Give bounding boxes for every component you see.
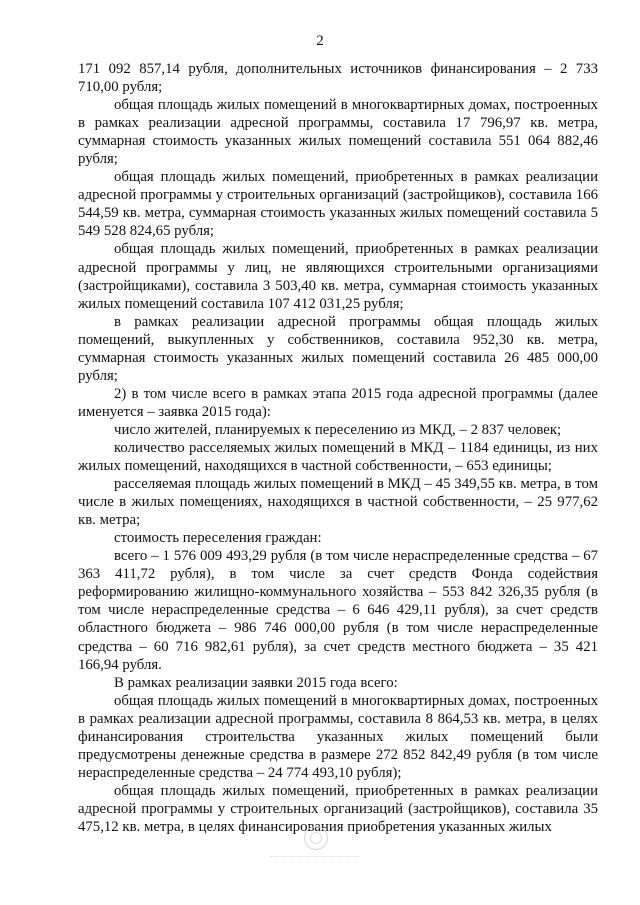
paragraph-resettled-area: расселяемая площадь жилых помещений в МКД – 45 349,55 кв. метра, в том числе в жилых помещениях, находящихся в частной собственности, – 25 977,62 кв. метра; [78,476,598,529]
paragraph-application-developer-area: общая площадь жилых помещений, приобретенных в рамках реализации адресной программы у строительных организаций (застройщиков), составила 35 475,12 кв. метра, в целях финансирования приобретения указанных жилых [78,782,598,835]
paragraph-application-2015-heading: В рамках реализации заявки 2015 года всего: [114,674,398,691]
footer-smudge [270,856,360,858]
paragraph-resettlement-cost-total: всего – 1 576 009 493,29 рубля (в том числе нераспределенные средства – 67 363 411,72 рубля), в том числе за счет средств Фонда содействия реформированию жилищно-коммунального хозяйства – 553 842 326,35 рубля (в том числе нераспределенные средства – 6 646 429,11 рубля), за счет средств областного бюджета – 986 746 000,00 рубля (в том числе нераспределенные средства – 60 716 982,61 рубля), за счет средств местного бюджета – 35 421 166,94 рубля. [78,548,598,673]
paragraph-funding-sources: 171 092 857,14 рубля, дополнительных источников финансирования – 2 733 710,00 рубля; [78,61,598,96]
paragraph-bought-out-area: в рамках реализации адресной программы общая площадь жилых помещений, выкупленных у собственников, составила 952,30 кв. метра, суммарная стоимость указанных жилых помещений составила 26 485 000,00 рубля; [78,313,598,384]
paragraph-application-built-area: общая площадь жилых помещений в многоквартирных домах, построенных в рамках реализации адресной программы, составила 8 864,53 кв. метра, в целях финансирования строительства указанных жилых помещений были предусмотрены денежные средства в размере 272 852 842,49 рубля (в том числе нераспределенные средства – 24 774 493,10 рубля); [78,692,598,781]
document-body [78,60,598,836]
paragraph-non-developer-purchased-area: общая площадь жилых помещений, приобретенных в рамках реализации адресной программы у лиц, не являющихся строительными организациями (застройщиками), составила 3 503,40 кв. метра, суммарная стоимость указанных жилых помещений составила 107 412 031,25 рубля; [78,241,598,312]
paragraph-built-housing-area: общая площадь жилых помещений в многоквартирных домах, построенных в рамках реализации адресной программы, составила 17 796,97 кв. метра, суммарная стоимость указанных жилых помещений составила 551 064 882,46 рубля; [78,97,598,168]
page-number: 2 [316,33,324,49]
paragraph-resettlement-cost-heading: стоимость переселения граждан: [114,530,322,547]
faint-seal-mark [304,826,328,850]
paragraph-residents-count: число жителей, планируемых к переселению из МКД, – 2 837 человек; [114,421,562,438]
paragraph-premises-count: количество расселяемых жилых помещений в МКД – 1184 единицы, из них жилых помещений, находящихся в частной собственности, – 653 единицы; [78,439,598,475]
paragraph-developer-purchased-area: общая площадь жилых помещений, приобретенных в рамках реализации адресной программы у строительных организаций (застройщиков), составила 166 544,59 кв. метра, суммарная стоимость указанных жилых помещений составила 5 549 528 824,65 рубля; [78,169,598,240]
paragraph-stage-2015: 2) в том числе всего в рамках этапа 2015 года адресной программы (далее именуется – заявка 2015 года): [78,385,598,420]
